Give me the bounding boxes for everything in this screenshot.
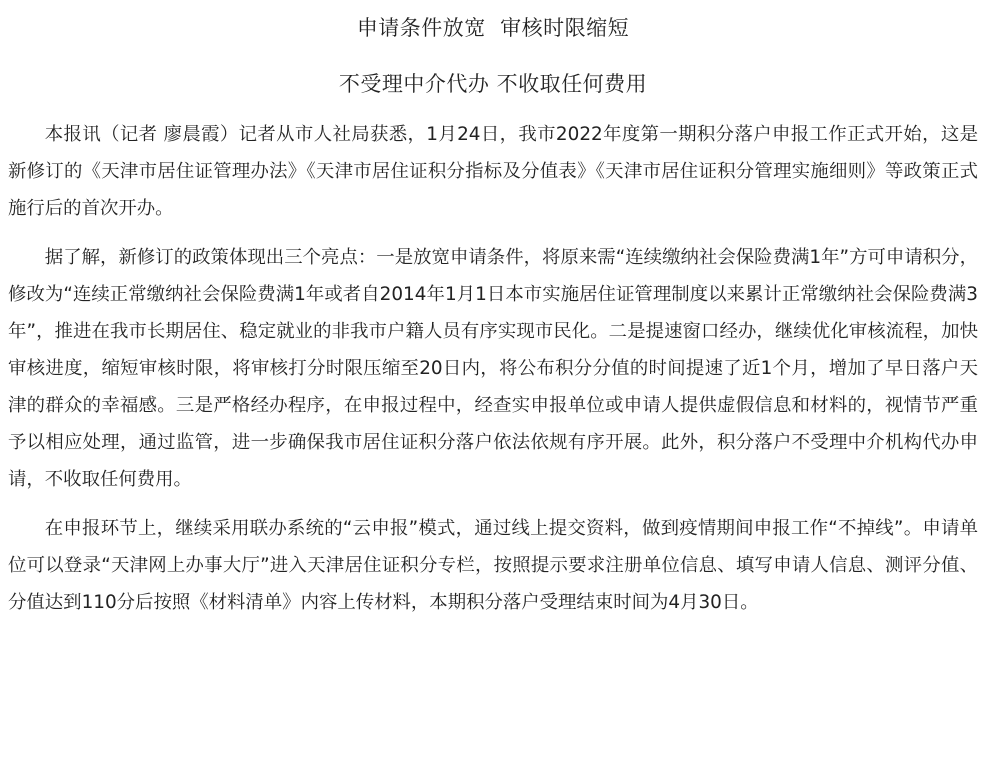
article-paragraph-3: 在申报环节上，继续采用联办系统的“云申报”模式，通过线上提交资料，做到疫情期间申报工作“不掉线”。申请单位可以登录“天津网上办事大厅”进入天津居住证积分专栏，按照提示要求注册单位信息、填写申请人信息、测评分值、分值达到110分后按照《材料清单》内容上传材料，本期积分落户受理结束时间为4月30日。 [8,518,978,613]
article-paragraph-2: 据了解，新修订的政策体现出三个亮点：一是放宽申请条件，将原来需“连续缴纳社会保险费满1年”方可申请积分，修改为“连续正常缴纳社会保险费满1年或者自2014年1月1日本市实施居住证管理制度以来累计正常缴纳社会保险费满3年”，推进在我市长期居住、稳定就业的非我市户籍人员有序实现市民化。二是提速窗口经办，继续优化审核流程，加快审核进度，缩短审核时限，将审核打分时限压缩至20日内，将公布积分分值的时间提速了近1个月，增加了早日落户天津的群众的幸福感。三是严格经办程序，在申报过程中，经查实申报单位或申请人提供虚假信息和材料的，视情节严重予以相应处理，通过监管，进一步确保我市居住证积分落户依法依规有序开展。此外，积分落户不受理中介机构代办申请，不收取任何费用。 [8,247,978,490]
headline-secondary: 不受理中介代办 不收取任何费用 [338,72,648,96]
article-paragraph-1: 本报讯（记者 廖晨霞）记者从市人社局获悉，1月24日，我市2022年度第一期积分落户申报工作正式开始，这是新修订的《天津市居住证管理办法》《天津市居住证积分指标及分值表》《天津市居住证积分管理实施细则》等政策正式施行后的首次开办。 [8,124,978,219]
headline-primary: 申请条件放宽 审核时限缩短 [356,16,630,40]
